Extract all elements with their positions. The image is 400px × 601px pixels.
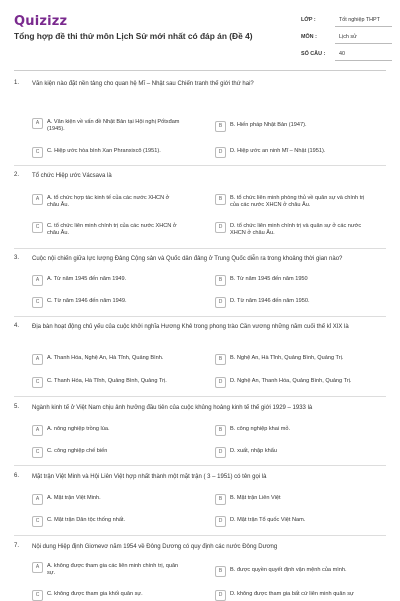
- option-letter: A: [32, 275, 43, 286]
- option-letter: D: [215, 590, 226, 601]
- option-text: C. Từ năm 1946 đến năm 1949.: [47, 298, 127, 304]
- option-text: D. tổ chức liên minh chính trị và quân sự ở các nước XHCN ở châu Âu.: [230, 223, 362, 237]
- option-text: D. Nghệ An, Thanh Hóa, Quảng Bình, Quảng Trị.: [230, 378, 352, 384]
- question-divider: [14, 396, 386, 397]
- question-divider: [14, 165, 386, 166]
- option-text: C. Thanh Hóa, Hà Tĩnh, Quảng Bình, Quảng Trị.: [47, 378, 167, 384]
- question-text: Ngành kinh tế ở Việt Nam chịu ảnh hưởng đầu tiên của cuộc khủng hoảng kinh tế thế giới 1929 – 1933 là: [32, 405, 313, 411]
- option-text: B. Hiến pháp Nhật Bản (1947).: [230, 122, 307, 128]
- meta-count-label: SỐ CÂU :: [301, 51, 326, 57]
- question-number: 5.: [14, 404, 20, 410]
- option-letter: B: [215, 354, 226, 365]
- meta-count-value: 40: [339, 51, 345, 57]
- option-text: D. Mặt trận Tổ quốc Việt Nam.: [230, 517, 306, 523]
- option-text: A. nông nghiệp trồng lúa.: [47, 426, 110, 432]
- option-text: A. Thanh Hóa, Nghệ An, Hà Tĩnh, Quảng Bình.: [47, 355, 164, 361]
- option-letter: B: [215, 194, 226, 205]
- question-number: 7.: [14, 543, 20, 549]
- option-letter: A: [32, 425, 43, 436]
- option-letter: C: [32, 590, 43, 601]
- option-letter: D: [215, 447, 226, 458]
- question-divider: [14, 316, 386, 317]
- meta-subject-label: MÔN :: [301, 34, 317, 40]
- question-divider: [14, 535, 386, 536]
- meta-subject-value: Lịch sử: [339, 34, 357, 40]
- option-letter: D: [215, 147, 226, 158]
- option-text: D. xuất, nhập khẩu: [230, 448, 277, 454]
- option-text: A. Mặt trận Việt Minh.: [47, 495, 101, 501]
- option-text: C. Mặt trận Dân tộc thống nhất.: [47, 517, 126, 523]
- worksheet-title: Tổng hợp đề thi thử môn Lịch Sử mới nhất có đáp án (Đề 4): [14, 31, 253, 41]
- option-text: D. Hiệp ước an ninh Mĩ – Nhật (1951).: [230, 148, 326, 154]
- option-text: B. được quyền quyết định vận mệnh của mình.: [230, 567, 347, 573]
- question-divider: [14, 248, 386, 249]
- option-letter: A: [32, 562, 43, 573]
- question-divider: [14, 465, 386, 466]
- question-number: 3.: [14, 255, 20, 261]
- option-letter: B: [215, 494, 226, 505]
- option-letter: D: [215, 222, 226, 233]
- quizizz-logo: Quizizz: [14, 14, 68, 29]
- option-text: A. không được tham gia các liên minh chính trị, quân sự.: [47, 563, 179, 577]
- option-text: C. công nghiệp chế biến: [47, 448, 108, 454]
- meta-count-row: [292, 48, 392, 61]
- meta-class-value: Tốt nghiệp THPT: [339, 17, 380, 23]
- option-letter: A: [32, 118, 43, 129]
- option-text: C. không được tham gia khối quân sự.: [47, 591, 143, 597]
- option-letter: D: [215, 297, 226, 308]
- option-text: B. Mặt trận Liên Việt: [230, 495, 281, 501]
- option-text: B. Nghệ An, Hà Tĩnh, Quảng Bình, Quảng Trị.: [230, 355, 344, 361]
- option-letter: B: [215, 121, 226, 132]
- option-letter: B: [215, 275, 226, 286]
- question-text: Mặt trận Việt Minh và Hội Liên Việt hợp nhất thành một mặt trận ( 3 – 1951) có tên gọi là: [32, 474, 267, 480]
- option-text: A. Văn kiện về vấn đề Nhật Bản tại Hội nghị Pốtxđam (1945).: [47, 119, 180, 133]
- option-letter: B: [215, 566, 226, 577]
- option-text: B. tổ chức liên minh phòng thủ về quân sự và chính trị của các nước XHCN ở châu Âu.: [230, 195, 365, 209]
- question-text: Địa bàn hoạt động chủ yếu của cuộc khởi nghĩa Hương Khê trong phong trào Cần vương những năm cuối thế kỉ XIX là: [32, 324, 349, 330]
- option-text: A. tổ chức hợp tác kinh tế của các nước XHCN ở châu Âu.: [47, 195, 170, 209]
- question-text: Tổ chức Hiệp ước Vácsava là: [32, 173, 112, 179]
- option-text: B. công nghiệp khai mỏ.: [230, 426, 291, 432]
- meta-class-row: [292, 14, 392, 27]
- question-text: Nội dung Hiệp định Giơnevơ năm 1954 về Đông Dương có quy định các nước Đông Dương: [32, 544, 278, 550]
- meta-subject-row: [292, 31, 392, 44]
- worksheet-meta: [292, 14, 392, 65]
- question-text: Cuộc nội chiến giữa lực lượng Đảng Cộng sản và Quốc dân đảng ở Trung Quốc diễn ra trong khoảng thời gian nào?: [32, 256, 343, 262]
- option-letter: D: [215, 377, 226, 388]
- option-letter: A: [32, 194, 43, 205]
- option-text: B. Từ năm 1945 đến năm 1950: [230, 276, 308, 282]
- option-letter: B: [215, 425, 226, 436]
- option-letter: C: [32, 377, 43, 388]
- option-text: C. Hiệp ước hòa bình Xan Phranxixcô (1951).: [47, 148, 161, 154]
- option-text: D. Từ năm 1946 đến năm 1950.: [230, 298, 310, 304]
- option-letter: A: [32, 354, 43, 365]
- question-number: 6.: [14, 473, 20, 479]
- question-number: 1.: [14, 80, 20, 86]
- option-text: C. tổ chức liên minh chính trị của các nước XHCN ở châu Âu.: [47, 223, 177, 237]
- option-text: A. Từ năm 1945 đến năm 1949.: [47, 276, 127, 282]
- header-divider: [14, 70, 386, 71]
- worksheet-header: [0, 0, 400, 70]
- question-number: 2.: [14, 172, 20, 178]
- option-letter: D: [215, 516, 226, 527]
- question-text: Văn kiện nào đặt nền tảng cho quan hệ Mĩ – Nhật sau Chiến tranh thế giới thứ hai?: [32, 81, 254, 87]
- option-letter: A: [32, 494, 43, 505]
- option-text: D. không được tham gia bất cứ liên minh quân sự: [230, 591, 354, 597]
- option-letter: C: [32, 147, 43, 158]
- option-letter: C: [32, 297, 43, 308]
- option-letter: C: [32, 516, 43, 527]
- option-letter: C: [32, 222, 43, 233]
- question-number: 4.: [14, 323, 20, 329]
- option-letter: C: [32, 447, 43, 458]
- meta-class-label: LỚP :: [301, 17, 316, 23]
